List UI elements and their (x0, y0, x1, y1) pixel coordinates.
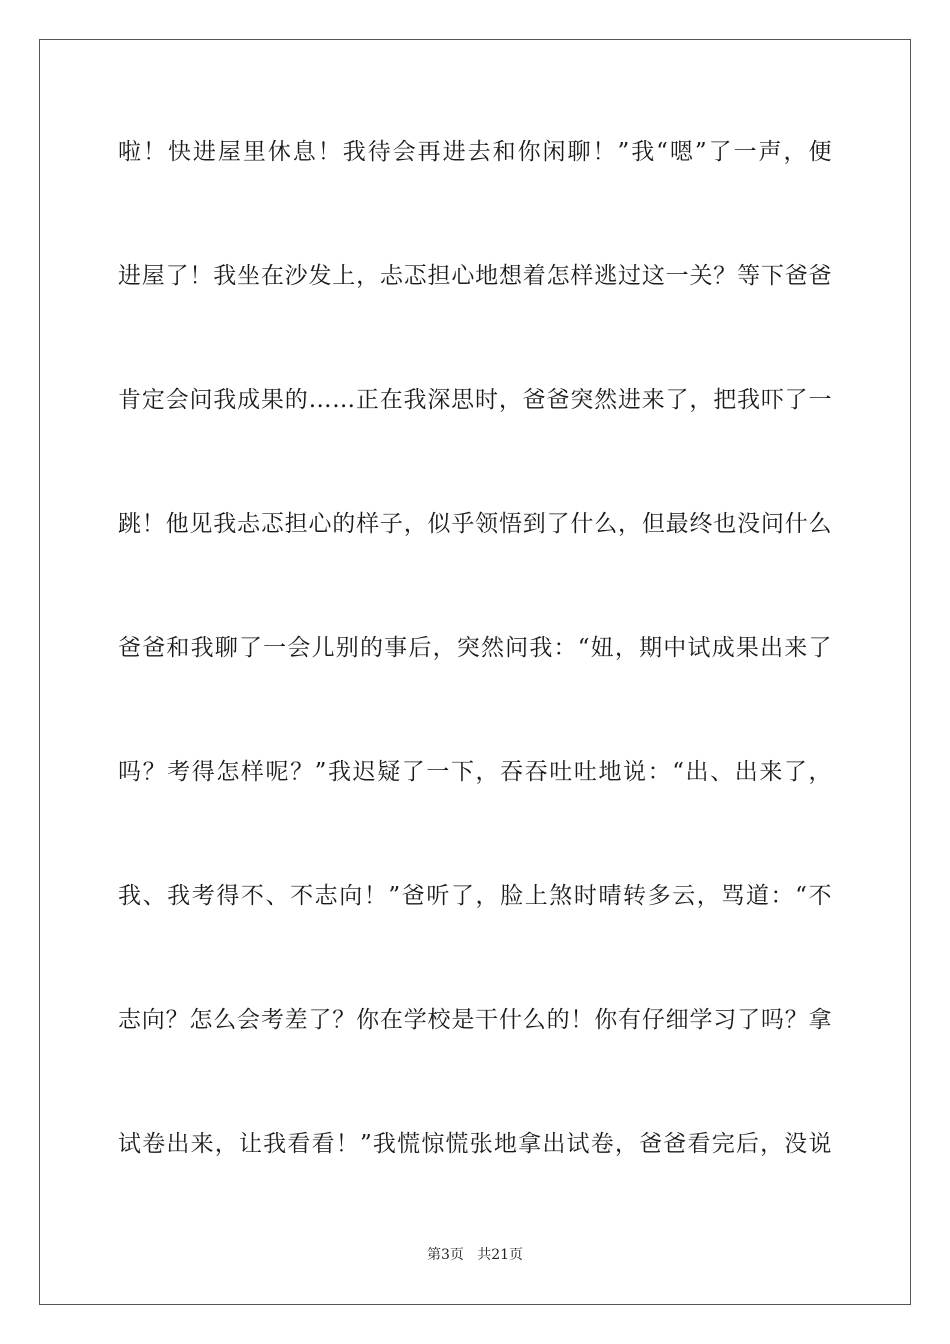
text-line: 我、我考得不、不志向！”爸听了，脸上煞时晴转多云，骂道：“不 (118, 883, 832, 909)
text-line: 啦！快进屋里休息！我待会再进去和你闲聊！”我“嗯”了一声，便 (118, 139, 832, 165)
text-line: 进屋了！我坐在沙发上，忐忑担心地想着怎样逃过这一关？等下爸爸 (118, 263, 832, 289)
text-line: 吗？考得怎样呢？”我迟疑了一下，吞吞吐吐地说：“出、出来了， (118, 759, 832, 785)
page-number-footer: 第3页 共21页 (426, 1247, 524, 1263)
text-line: 志向？怎么会考差了？你在学校是干什么的！你有仔细学习了吗？拿 (118, 1007, 832, 1033)
text-line: 肯定会问我成果的……正在我深思时，爸爸突然进来了，把我吓了一 (118, 387, 832, 413)
text-line: 爸爸和我聊了一会儿别的事后，突然问我：“妞，期中试成果出来了 (118, 635, 832, 661)
page-border (39, 39, 911, 1305)
text-line: 试卷出来，让我看看！”我慌惊慌张地拿出试卷，爸爸看完后，没说 (118, 1131, 832, 1157)
text-line: 跳！他见我忐忑担心的样子，似乎领悟到了什么，但最终也没问什么 (118, 511, 832, 537)
